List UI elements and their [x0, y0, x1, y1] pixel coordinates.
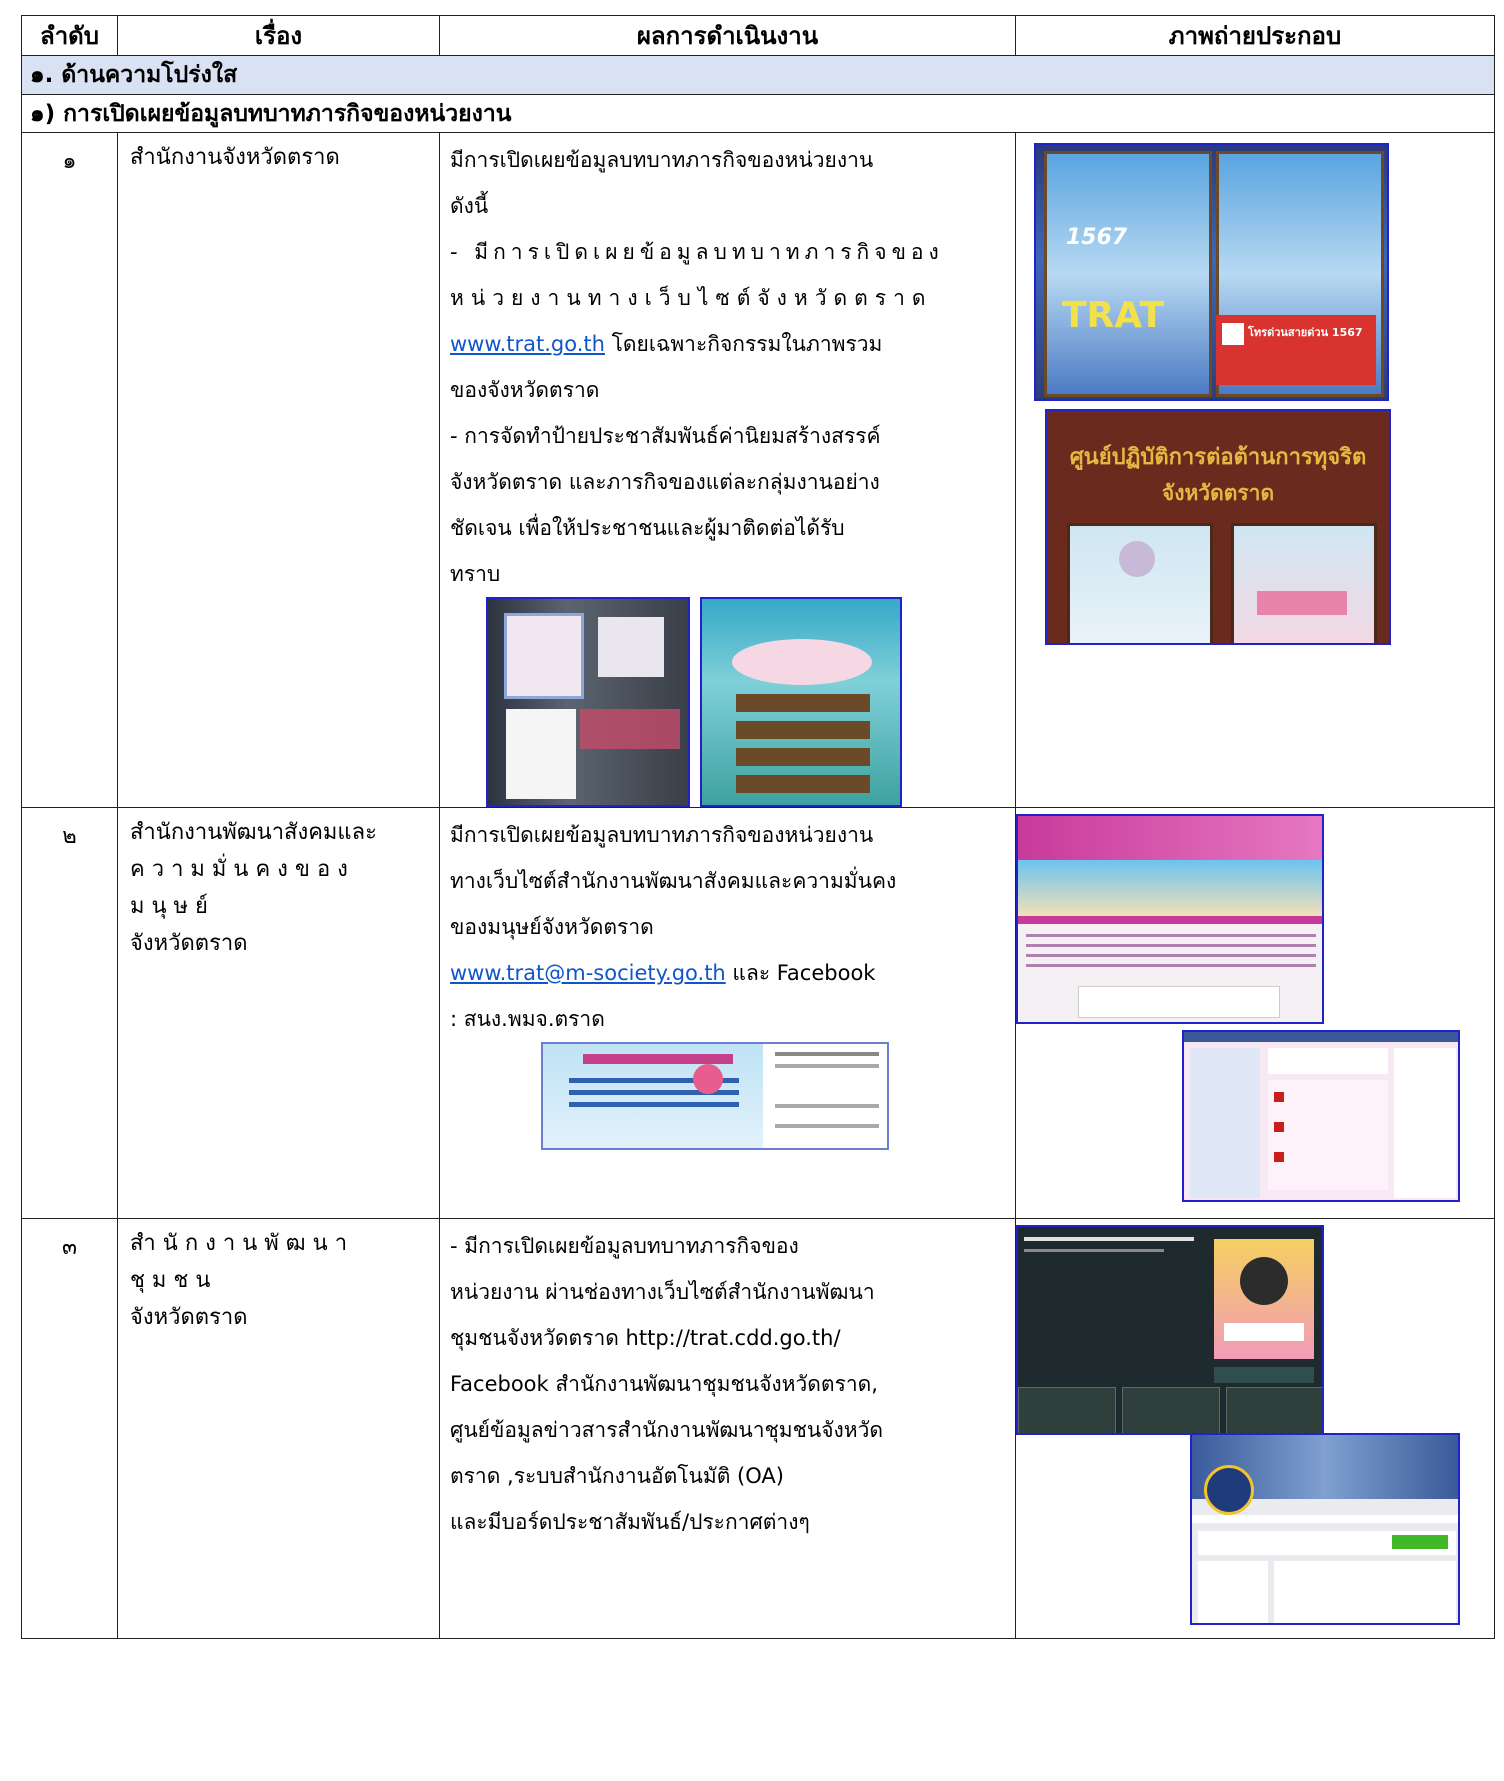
result-text: มีการเปิดเผยข้อมูลบทบาทภารกิจของหน่วยงาน ทางเว็บไซต์สำนักงานพัฒนาสังคมและความมั่นคง ของมนุษย์จังหวัดตราด www.trat@m-society.go.th และ Facebook : สนง.พมจ.ตราด: [450, 823, 897, 1031]
sign-title: ศูนย์ปฏิบัติการต่อต้านการทุจริต: [1069, 445, 1367, 470]
website-link[interactable]: www.trat@m-society.go.th: [450, 961, 726, 985]
row-result: [440, 808, 1016, 1219]
hotline-badge: 1567: [1066, 225, 1128, 250]
row-result: [440, 1219, 1016, 1639]
row-photos: [1016, 133, 1495, 808]
result-text: - มีการเปิดเผยข้อมูลบทบาทภารกิจของ หน่วยงาน ผ่านช่องทางเว็บไซต์สำนักงานพัฒนา ชุมชนจังหวัดตราด http://trat.cdd.go.th/ Facebook สำนักงานพัฒนาชุมชนจังหวัดตราด, ศูนย์ข้อมูลข่าวสารสำนักงานพัฒนาชุมชนจังหวัด ตราด ,ระบบสำนักงานอัตโนมัติ (OA) และมีบอร์ดประชาสัมพันธ์/ประกาศต่างๆ: [450, 1234, 884, 1534]
document-page: [21, 15, 1494, 1639]
row-photos: [1016, 1219, 1495, 1639]
report-table: [21, 15, 1495, 1639]
table-row: [22, 808, 1495, 1219]
header-no: ลำดับ: [22, 16, 118, 56]
result-text: มีการเปิดเผยข้อมูลบทบาทภารกิจของหน่วยงาน ดังนี้ - มีการเปิดเผยข้อมูลบทบาทภารกิจของ หน่วยงานทางเว็บไซต์จังหวัดตราด www.trat.go.th โดยเฉพาะกิจกรรมในภาพรวม ของจังหวัดตราด - การจัดทำป้ายประชาสัมพันธ์ค่านิยมสร้างสรรค์ จังหวัดตราด และภารกิจของแต่ละกลุ่มงานอย่าง ชัดเจน เพื่อให้ประชาชนและผู้มาติดต่อได้รับ ทราบ: [450, 148, 944, 586]
subsection-row: [22, 95, 1495, 133]
photo-hotline-doors: [1034, 143, 1389, 401]
website-link[interactable]: www.trat.go.th: [450, 332, 605, 356]
row-number: ๑: [22, 133, 118, 808]
table-row: [22, 1219, 1495, 1639]
section-row: [22, 56, 1495, 95]
subsection-title: ๑) การเปิดเผยข้อมูลบทบาทภารกิจของหน่วยงาน: [22, 95, 1495, 133]
table-header-row: [22, 16, 1495, 56]
hotline-text: โทรด่วนสายด่วน 1567: [1248, 326, 1363, 339]
sign-subtitle: จังหวัดตราด: [1161, 481, 1275, 505]
photo-msociety-website: [1016, 814, 1324, 1024]
photo-msociety-facebook: [1182, 1030, 1460, 1202]
photo-cdd-website: [1016, 1225, 1324, 1435]
photo-anticorruption-sign: [1045, 409, 1391, 645]
row-photos: [1016, 808, 1495, 1219]
row-number: ๒: [22, 808, 118, 1219]
row-topic: สำนักงานพัฒนาชุมชน จังหวัดตราด: [118, 1219, 440, 1639]
trat-label: TRAT: [1062, 295, 1164, 336]
row-topic: สำนักงานพัฒนาสังคมและ ความมั่นคงของมนุษย์ จังหวัดตราด: [118, 808, 440, 1219]
header-result: ผลการดำเนินงาน: [440, 16, 1016, 56]
photo-values-banner: [700, 597, 902, 807]
table-row: [22, 133, 1495, 808]
photo-cdd-facebook: [1190, 1433, 1460, 1625]
section-title: ๑. ด้านความโปร่งใส: [22, 56, 1495, 95]
photo-notice-board: [486, 597, 690, 807]
row-result: [440, 133, 1016, 808]
header-photos: ภาพถ่ายประกอบ: [1016, 16, 1495, 56]
photo-facebook-post: [541, 1042, 889, 1150]
header-topic: เรื่อง: [118, 16, 440, 56]
row-topic: สำนักงานจังหวัดตราด: [118, 133, 440, 808]
row-number: ๓: [22, 1219, 118, 1639]
